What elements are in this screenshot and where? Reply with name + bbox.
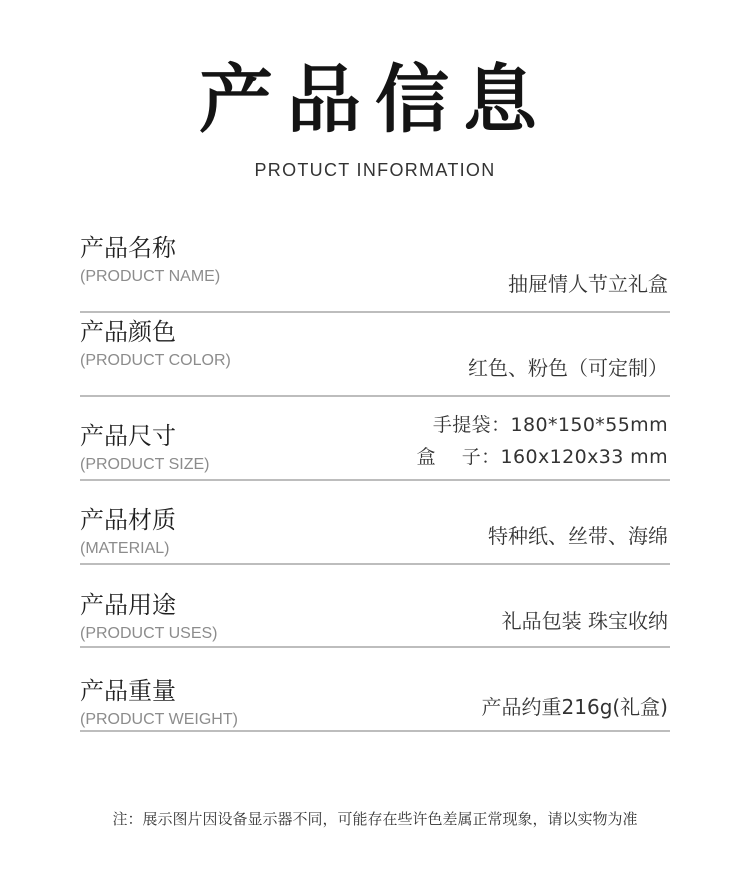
- row-label: 产品颜色: [80, 318, 176, 346]
- row-value: 红色、粉色（可定制）: [468, 356, 668, 380]
- row-label-en: (PRODUCT COLOR): [80, 352, 231, 369]
- disclaimer-note: 注：展示图片因设备显示器不同，可能存在些许色差属正常现象，请以实物为准: [112, 810, 638, 828]
- row-label-en: (PRODUCT NAME): [80, 268, 221, 285]
- row-label: 产品尺寸: [80, 422, 176, 450]
- row-value: 礼品包装 珠宝收纳: [501, 609, 668, 633]
- row-divider: [80, 646, 670, 648]
- info-row-uses: [80, 566, 670, 648]
- row-value-line: 手提袋：180*150*55mm: [432, 414, 668, 436]
- row-value: 产品约重216g(礼盒): [481, 695, 668, 719]
- row-label: 产品材质: [80, 506, 176, 534]
- info-row-weight: [80, 650, 670, 732]
- row-label-en: (PRODUCT WEIGHT): [80, 711, 238, 728]
- info-row-material: [80, 483, 670, 565]
- row-value-line: 盒 子：160x120x33 mm: [416, 446, 668, 468]
- info-row-name: [80, 231, 670, 313]
- row-value: 特种纸、丝带、海绵: [488, 524, 668, 548]
- row-divider: [80, 395, 670, 397]
- row-divider: [80, 311, 670, 313]
- info-row-size: [80, 399, 670, 481]
- row-label-en: (PRODUCT USES): [80, 625, 218, 642]
- page-subtitle: PROTUCT INFORMATION: [254, 160, 496, 180]
- row-divider: [80, 479, 670, 481]
- row-label: 产品名称: [80, 234, 176, 262]
- row-divider: [80, 730, 670, 732]
- row-label-en: (PRODUCT SIZE): [80, 456, 210, 473]
- info-row-color: [80, 315, 670, 397]
- row-value: 抽屉情人节立礼盒: [508, 272, 668, 296]
- row-divider: [80, 563, 670, 565]
- row-label: 产品重量: [80, 677, 176, 705]
- row-label-en: (MATERIAL): [80, 540, 170, 557]
- row-label: 产品用途: [80, 591, 176, 619]
- page-title: 产品信息: [199, 57, 551, 143]
